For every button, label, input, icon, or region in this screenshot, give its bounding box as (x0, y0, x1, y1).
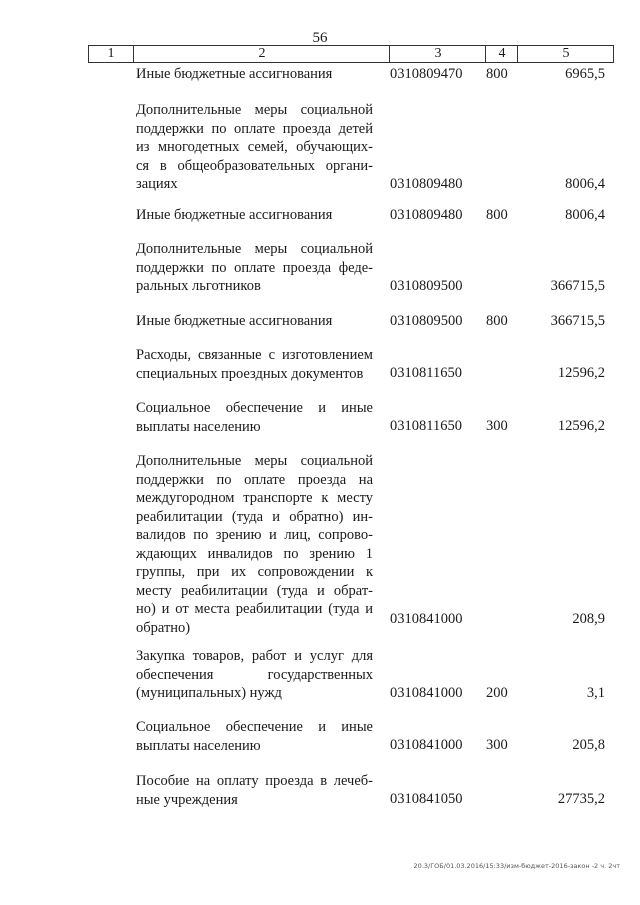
row-amount: 27735,2 (557, 791, 605, 807)
row-description: Социальное обеспечение и иные выплаты населению (136, 400, 373, 435)
row-description: Дополнительные меры социальной поддержки по оплате проезда на междугородном транспорте к месту реабилитации (туда и обратно) ин- валидов по зрению и лиц, сопрово- ждающих инвалидов по зрению 1 группы, при их сопровождении к месту реабилитации (туда и обрат- но) и от места реабилитации (туда и обратно) (136, 453, 373, 636)
row-expense-type: 300 (486, 737, 508, 753)
row-amount: 3,1 (586, 685, 605, 701)
row-code: 0310841000 (390, 685, 463, 701)
row-description: Расходы, связанные с изготовлением специальных проездных документов (136, 347, 373, 382)
row-expense-type: 300 (486, 418, 508, 434)
row-description: Иные бюджетные ассигнования (136, 66, 333, 82)
row-description: Социальное обеспечение и иные выплаты населению (136, 719, 373, 754)
row-code: 0310809500 (390, 278, 463, 294)
row-code: 0310841050 (390, 791, 463, 807)
row-amount: 8006,4 (565, 207, 605, 223)
row-code: 0310811650 (390, 365, 462, 381)
row-description: Дополнительные меры социальной поддержки по оплате проезда феде- ральных льготников (136, 241, 373, 294)
row-code: 0310809480 (390, 176, 463, 192)
row-code: 0310841000 (390, 611, 463, 627)
row-code: 0310809500 (390, 313, 463, 329)
row-expense-type: 800 (486, 313, 508, 329)
row-amount: 366715,5 (550, 278, 605, 294)
row-description: Иные бюджетные ассигнования (136, 207, 333, 223)
document-footer: 20.3/ГОБ/01.03.2016/15:33/изм-бюджет-2016-закон -2 ч. 2чт (413, 862, 620, 870)
row-code: 0310809470 (390, 66, 463, 82)
page-number: 56 (312, 30, 328, 46)
row-description: Иные бюджетные ассигнования (136, 313, 333, 329)
table-header (88, 45, 614, 63)
row-amount: 8006,4 (565, 176, 605, 192)
row-amount: 208,9 (572, 611, 605, 627)
row-expense-type: 800 (486, 66, 508, 82)
row-description: Закупка товаров, работ и услуг для обеспечения государственных (муниципальных) нужд (136, 648, 373, 701)
column-header-3: 3 (389, 46, 486, 62)
row-description: Пособие на оплату проезда в лечеб- ные учреждения (136, 773, 373, 808)
row-amount: 12596,2 (557, 418, 605, 434)
row-amount: 12596,2 (557, 365, 605, 381)
row-code: 0310811650 (390, 418, 462, 434)
row-code: 0310809480 (390, 207, 463, 223)
column-header-1: 1 (107, 46, 115, 61)
row-amount: 366715,5 (550, 313, 605, 329)
row-amount: 205,8 (572, 737, 605, 753)
row-expense-type: 200 (486, 685, 508, 701)
column-header-5: 5 (517, 46, 614, 62)
row-code: 0310841000 (390, 737, 463, 753)
row-expense-type: 800 (486, 207, 508, 223)
row-description: Дополнительные меры социальной поддержки по оплате проезда детей из многодетных семей, обучающих- ся в общеобразовательных органи- зациях (136, 102, 373, 192)
column-header-2: 2 (133, 46, 390, 62)
row-amount: 6965,5 (565, 66, 605, 82)
column-header-4: 4 (485, 46, 518, 62)
